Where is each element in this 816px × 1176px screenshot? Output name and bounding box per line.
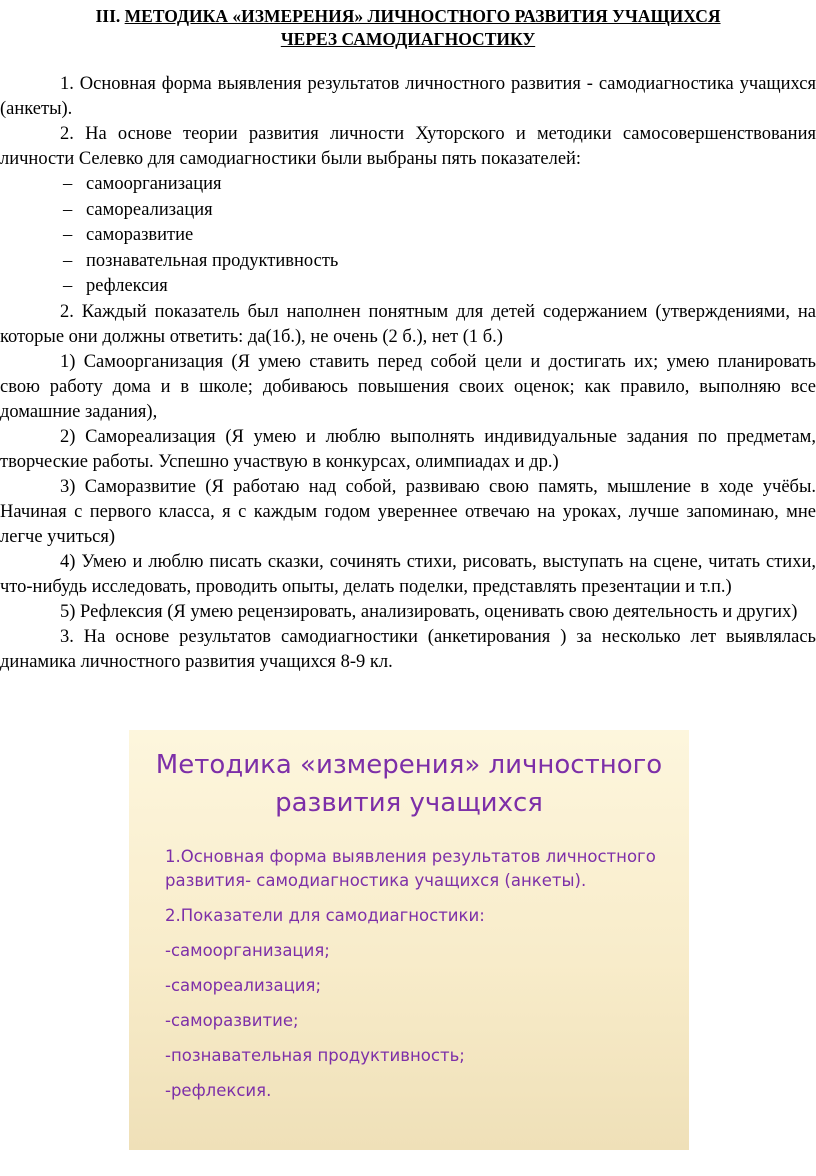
heading-roman-numeral: III. <box>95 6 121 26</box>
body-text <box>0 72 816 675</box>
slide-item: 2.Показатели для самодиагностики: <box>165 906 485 925</box>
slide-item: -саморазвитие; <box>165 1011 299 1030</box>
paragraph-self-realization: 2) Самореализация (Я умею и люблю выполнять индивидуальные задания по предметам, творческие работы. Успешно участвую в конкурсах, олимпиадах и др.) <box>0 426 816 472</box>
indicator-label: самореализация <box>86 199 213 220</box>
indicator-list <box>0 172 816 300</box>
indicator-label: саморазвитие <box>86 225 194 245</box>
dash-bullet: – <box>63 250 73 271</box>
slide-item: -самореализация; <box>165 976 322 995</box>
slide-item: -рефлексия. <box>165 1081 272 1100</box>
presentation-slide <box>129 730 689 1150</box>
paragraph-reflection: 5) Рефлексия (Я умею рецензировать, анализировать, оценивать свою деятельность и других) <box>60 601 798 622</box>
paragraph-theory-basis: 2. На основе теории развития личности Хуторского и методики самосовершенствования личности Селевко для самодиагностики были выбраны пять показателей: <box>0 124 816 169</box>
dash-bullet: – <box>63 174 73 194</box>
indicator-item <box>0 249 816 275</box>
paragraph-self-development: 3) Саморазвитие (Я работаю над собой, развиваю свою память, мышление в ходе учёбы. Начиная с первого класса, я с каждым годом увереннее отвечаю на уроках, лучше запоминаю, мне легче учиться) <box>0 476 816 547</box>
slide-title: Методика «измерения» личностного развития учащихся <box>155 750 663 818</box>
slide-content-list <box>165 845 665 1114</box>
indicator-label: самоорганизация <box>86 174 222 194</box>
paragraph-cognitive-productivity: 4) Умею и люблю писать сказки, сочинять стихи, рисовать, выступать на сцене, читать стихи, что-нибудь исследовать, проводить опыты, делать поделки, представлять презентации и т.п.) <box>0 551 816 597</box>
indicator-item <box>0 223 816 249</box>
indicator-item <box>0 172 816 198</box>
slide-item: 1.Основная форма выявления результатов личностного развития- самодиагностика учащихся (анкеты). <box>165 847 656 890</box>
indicator-item <box>0 274 816 300</box>
paragraph-dynamics: 3. На основе результатов самодиагностики (анкетирования ) за несколько лет выявлялась динамика личностного развития учащихся 8-9 кл. <box>0 626 816 672</box>
slide-item: -самоорганизация; <box>165 941 330 960</box>
indicator-label: познавательная продуктивность <box>86 250 339 271</box>
slide-item: -познавательная продуктивность; <box>165 1046 465 1065</box>
paragraph-indicator-content: 2. Каждый показатель был наполнен понятным для детей содержанием (утверждениями, на которые они должны ответить: да(1б.), не очень (2 б.), нет (1 б.) <box>0 301 816 347</box>
paragraph-self-organization: 1) Самоорганизация (Я умею ставить перед собой цели и достигать их; умею планировать свою работу дома и в школе; добиваюсь повышения своих оценок; как правило, выполняю все домашние задания), <box>0 351 816 422</box>
dash-bullet: – <box>63 225 73 245</box>
indicator-item <box>0 198 816 224</box>
heading-title-line-1: МЕТОДИКА «ИЗМЕРЕНИЯ» ЛИЧНОСТНОГО РАЗВИТИЯ УЧАЩИХСЯ <box>124 6 721 26</box>
dash-bullet: – <box>63 276 73 296</box>
section-heading <box>0 5 816 51</box>
indicator-label: рефлексия <box>86 276 168 296</box>
dash-bullet: – <box>63 199 73 220</box>
paragraph-main-form: 1. Основная форма выявления результатов личностного развития - самодиагностика учащихся (анкеты). <box>0 74 816 119</box>
heading-line-1 <box>0 5 816 28</box>
heading-title-line-2: ЧЕРЕЗ САМОДИАГНОСТИКУ <box>280 29 536 49</box>
